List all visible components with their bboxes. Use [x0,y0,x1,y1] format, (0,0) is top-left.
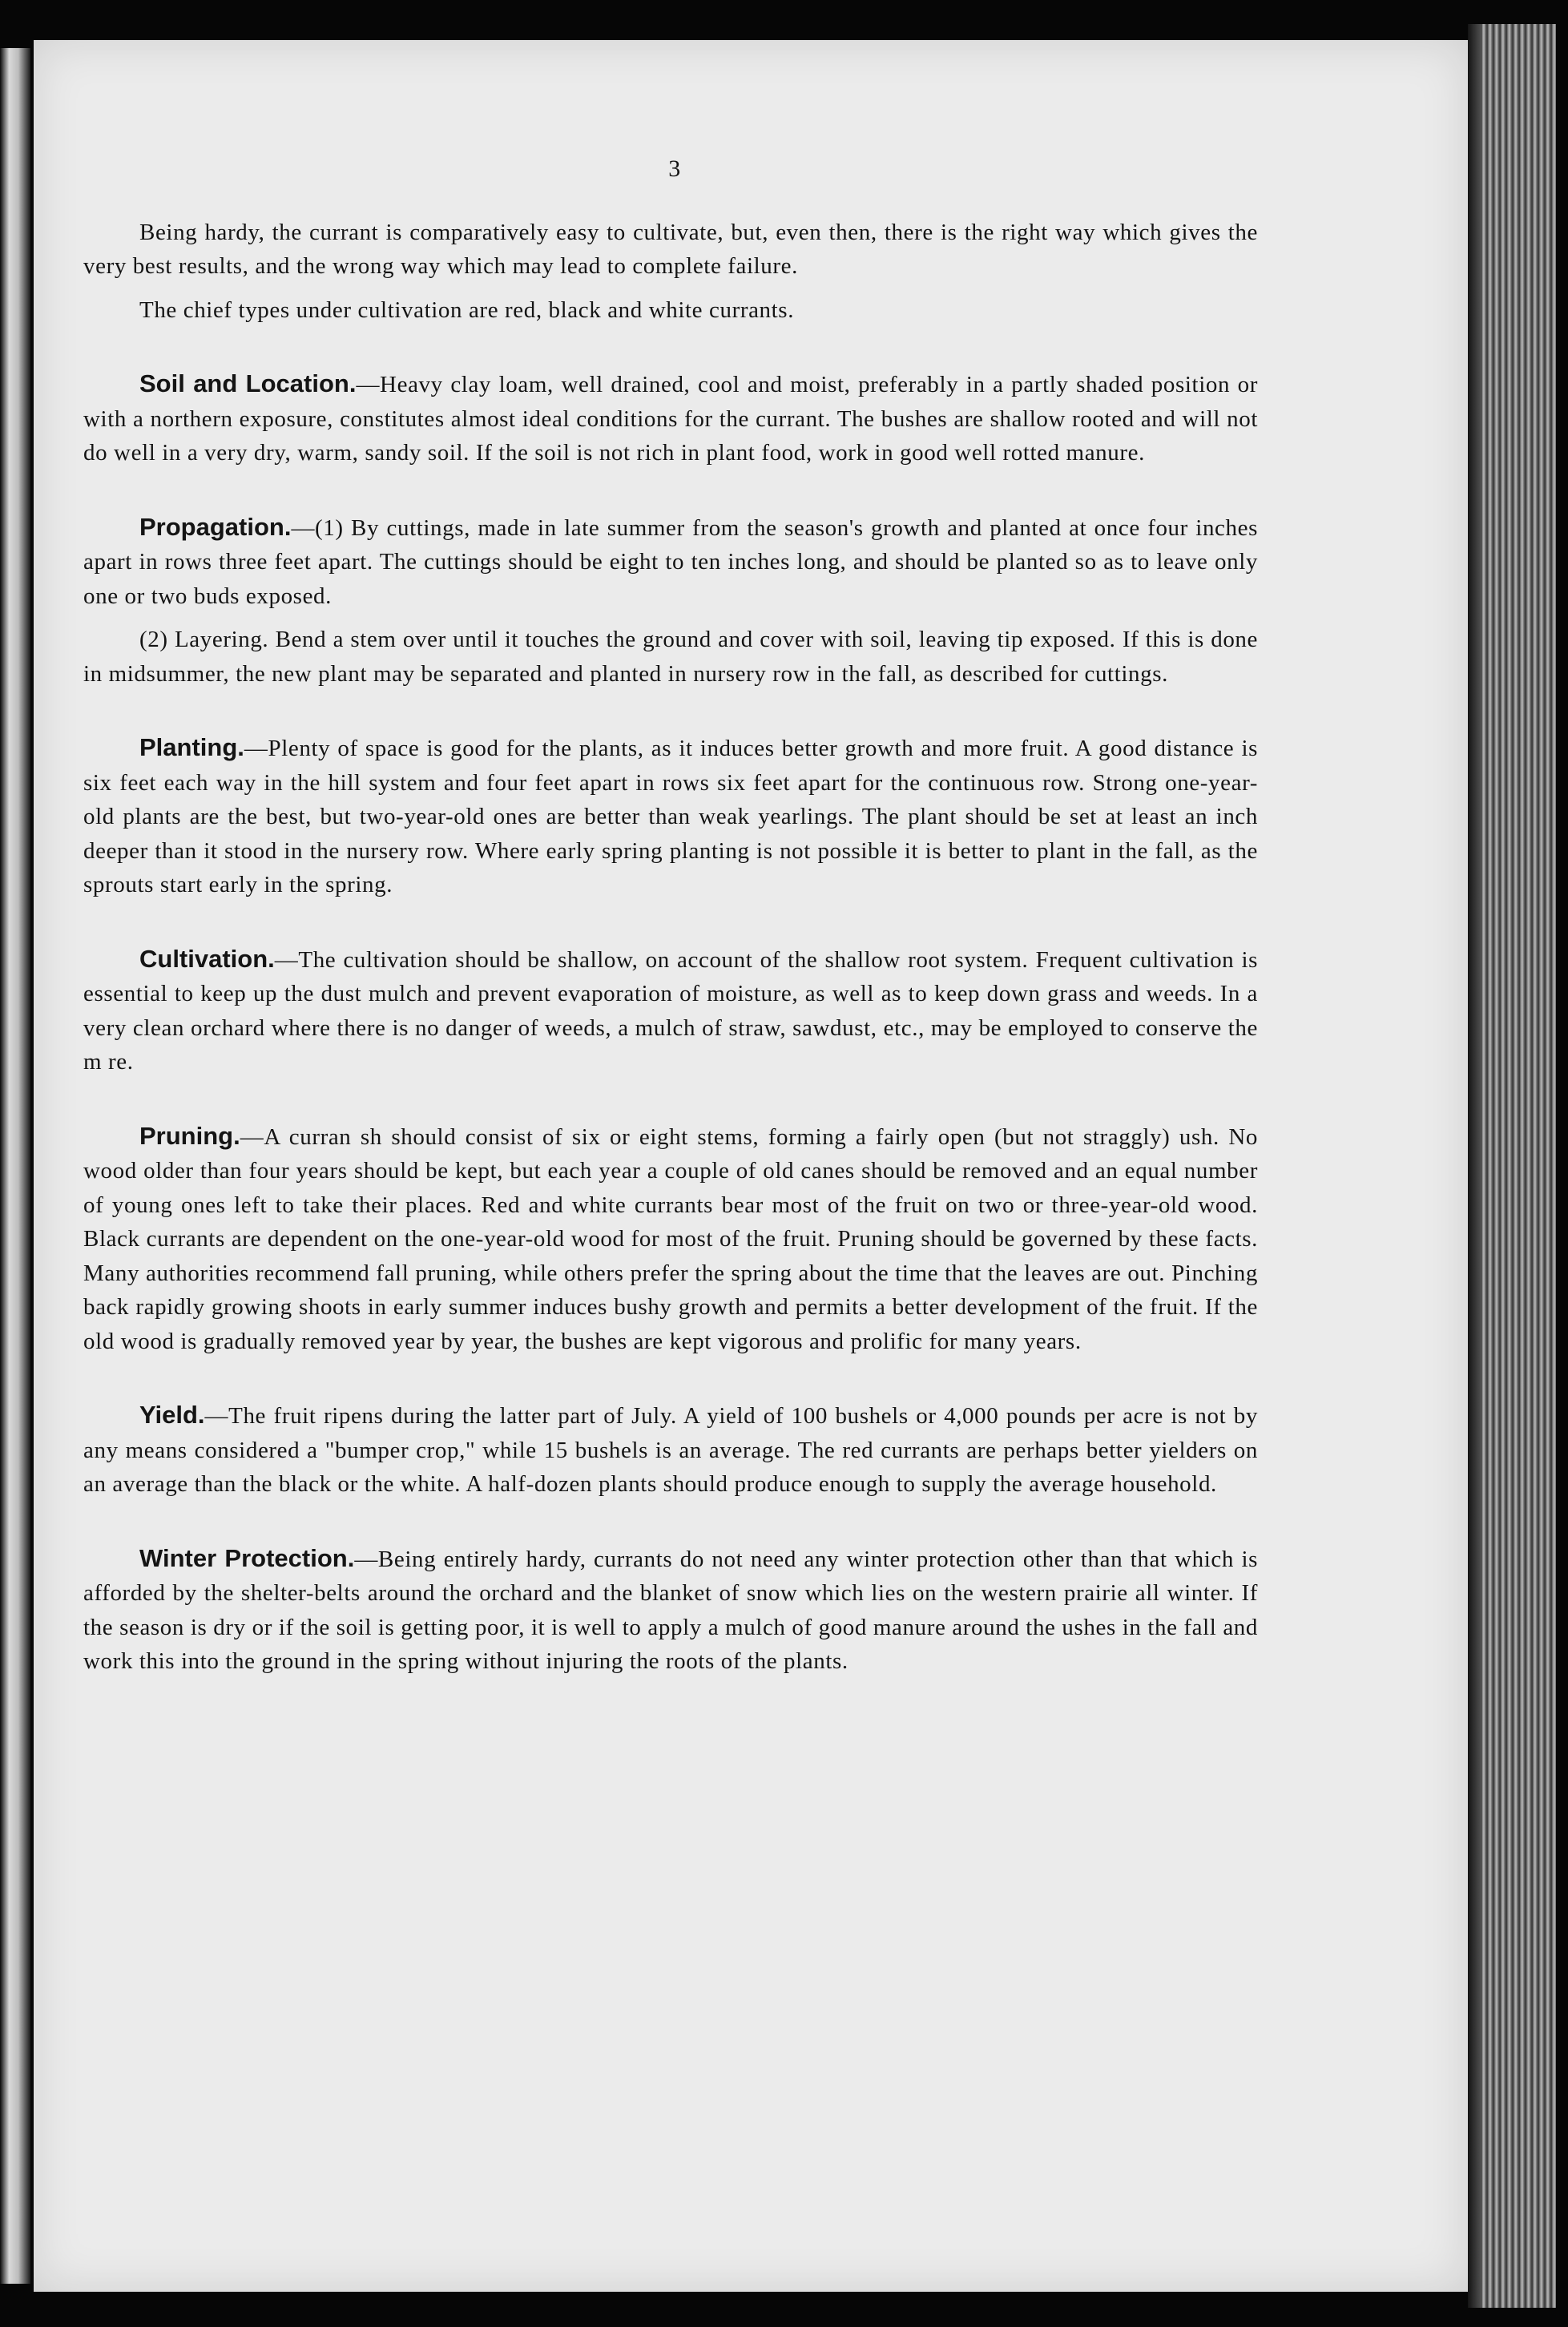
section-winter-protection [83,1542,1258,1679]
paragraph-text: —Being entirely hardy, currants do not need any winter protection other than that which is afforded by the shelter-belts around the orchard and the blanket of snow which lies on the western prairie all winter. If the season is dry or if the soil is getting poor, it is well to apply a mulch of good manure around the ushes in the fall and work this into the ground in the spring without injuring the roots of the plants. [83,1546,1258,1674]
section-pruning [83,1119,1258,1359]
paragraph-intro [83,216,1258,284]
page-content [83,152,1258,1679]
book-fore-edge-shadow [1468,24,1482,2308]
paragraph-text: —Heavy clay loam, well drained, cool and moist, preferably in a partly shaded position or with a northern exposure, constitutes almost ideal conditions for the currant. The bushes are shallow rooted and will not do well in a very dry, warm, sandy soil. If the soil is not rich in plant food, work in good well rotted manure. [83,372,1259,466]
section-yield [83,1398,1258,1502]
page-number: 3 [668,155,681,182]
section-heading: Yield. [139,1401,205,1429]
paragraph-text: —A curran sh should consist of six or eight stems, forming a fairly open (but not straggly) ush. No wood older than four years should be kept, but each year a couple of old canes should be removed and an equal number of young ones left to take their places. Red and white currants bear most of the fruit on two or three-year-old wood. Black currants are dependent on the one-year-old wood for most of the fruit. Pruning should be governed by these facts. Many authorities recommend fall pruning, while others prefer the spring about the time that the leaves are out. Pinching back rapidly growing shoots in early summer induces bushy growth and permits a better development of the fruit. If the old wood is gradually removed year by year, the bushes are kept vigorous and prolific for many years. [83,1123,1258,1354]
section-planting [83,731,1258,902]
paragraph-text: —The fruit ripens during the latter part of July. A yield of 100 bushels or 4,000 pounds per acre is not by any means considered a "bumper crop," while 15 bushels is an average. The red currants are perhaps better yielders on an average than the black or the white. A half-dozen plants should produce enough to supply the average household. [83,1403,1258,1497]
section-heading: Soil and Location. [139,369,357,397]
section-heading: Planting. [139,733,244,761]
section-propagation [83,510,1258,614]
paragraph-layering [83,623,1258,691]
paragraph-text: —Plenty of space is good for the plants, as it induces better growth and more fruit. A good distance is six feet each way in the hill system and four feet apart in rows six feet apart for the continuous row. Strong one-year-old plants are the best, but two-year-old ones are better than weak yearlings. The plant should be set at least an inch deeper than it stood in the nursery row. Where early spring planting is not possible it is better to plant in the fall, as the sprouts start early in the spring. [83,736,1258,897]
paragraph-text: (2) Layering. Bend a stem over until it touches the ground and cover with soil, leaving tip exposed. If this is done in midsummer, the new plant may be separated and planted in nursery row in the fall, as described for cuttings. [83,627,1258,687]
section-soil-location [83,367,1258,470]
paragraph-types [83,293,1258,328]
section-heading: Propagation. [139,512,292,541]
adjacent-page-edge [0,48,30,2284]
paragraph-text: The chief types under cultivation are red, black and white currants. [139,296,795,323]
paragraph-text: —The cultivation should be shallow, on account of the shallow root system. Frequent cultivation is essential to keep up the dust mulch and prevent evaporation of moisture, as well as to keep down grass and weeds. In a very clean orchard where there is no danger of weeds, a mulch of straw, sawdust, etc., may be employed to conserve the m re. [83,946,1258,1075]
section-cultivation [83,942,1258,1079]
paragraph-text: Being hardy, the currant is comparatively easy to cultivate, but, even then, there is the right way which gives the very best results, and the wrong way which may lead to complete failure. [83,219,1258,279]
paragraph-text: —(1) By cuttings, made in late summer from the season's growth and planted at once four inches apart in rows three feet apart. The cuttings should be eight to ten inches long, and should be planted so as to leave only one or two buds exposed. [83,514,1258,609]
section-heading: Pruning. [139,1121,240,1150]
section-heading: Cultivation. [139,944,275,973]
section-heading: Winter Protection. [139,1543,355,1572]
